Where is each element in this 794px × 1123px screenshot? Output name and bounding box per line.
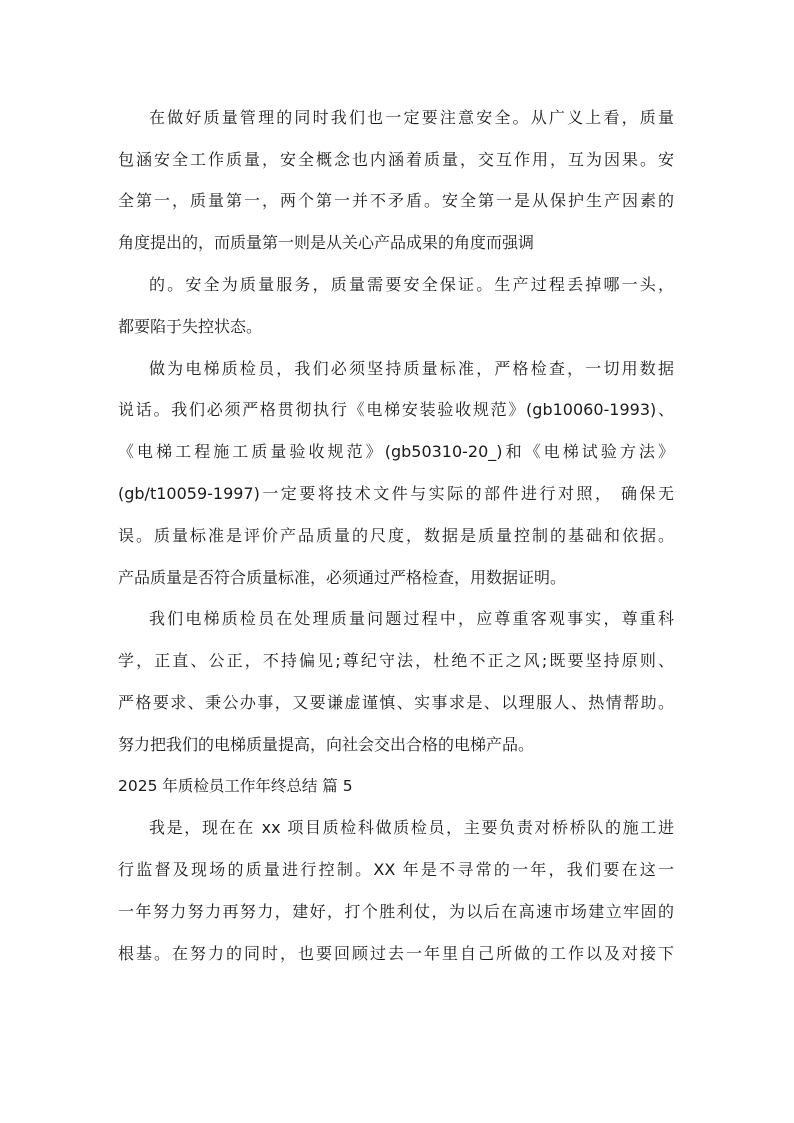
paragraph-4-line-1: 我们电梯质检员在处理质量问题过程中，应尊重客观事实，尊重科 (149, 609, 674, 628)
paragraph-3-line-4: (gb/t10059-1997)一定要将技术文件与实际的部件进行对照， 确保无 (118, 484, 674, 503)
paragraph-3-line-3: 《电梯工程施工质量验收规范》(gb50310-20_)和《电梯试验方法》 (118, 442, 674, 461)
paragraph-3-line-6: 产品质量是否符合质量标准，必须通过严格检查，用数据证明。 (118, 568, 567, 587)
paragraph-3-line-2: 说话。我们必须严格贯彻执行《电梯安装验收规范》(gb10060-1993)、 (118, 400, 674, 419)
paragraph-1-line-4: 角度提出的，而质量第一则是从关心产品成果的角度而强调 (118, 233, 535, 252)
paragraph-1-line-1: 在做好质量管理的同时我们也一定要注意安全。从广义上看，质量 (149, 108, 674, 127)
paragraph-1-line-2: 包涵安全工作质量，安全概念也内涵着质量，交互作用，互为因果。安 (118, 150, 674, 169)
paragraph-3-line-5: 误。质量标准是评价产品质量的尺度，数据是质量控制的基础和依据。 (118, 526, 674, 545)
paragraph-1-line-3: 全第一，质量第一，两个第一并不矛盾。安全第一是从保护生产因素的 (118, 191, 674, 210)
section-heading: 2025 年质检员工作年终总结 篇 5 (118, 777, 353, 795)
paragraph-5-line-4: 根基。在努力的同时，也要回顾过去一年里自己所做的工作以及对接下 (118, 944, 674, 963)
paragraph-2-line-2: 都要陷于失控状态。 (118, 317, 263, 336)
paragraph-5-line-3: 一年努力努力再努力，建好，打个胜利仗，为以后在高速市场建立牢固的 (118, 902, 674, 921)
paragraph-4-line-2: 学，正直、公正，不持偏见;尊纪守法，杜绝不正之风;既要坚持原则、 (118, 651, 674, 670)
paragraph-4-line-4: 努力把我们的电梯质量提高，向社会交出合格的电梯产品。 (118, 735, 535, 754)
paragraph-2-line-1: 的。安全为质量服务，质量需要安全保证。生产过程丢掉哪一头， (149, 275, 674, 294)
paragraph-4-line-3: 严格要求、秉公办事，又要谦虚谨慎、实事求是、以理服人、热情帮助。 (118, 693, 674, 712)
paragraph-5-line-2: 行监督及现场的质量进行控制。XX 年是不寻常的一年，我们要在这一 (118, 860, 674, 879)
paragraph-5-line-1: 我是，现在在 xx 项目质检科做质检员，主要负责对桥桥队的施工进 (149, 818, 674, 837)
paragraph-3-line-1: 做为电梯质检员，我们必须坚持质量标准，严格检查，一切用数据 (149, 359, 674, 378)
